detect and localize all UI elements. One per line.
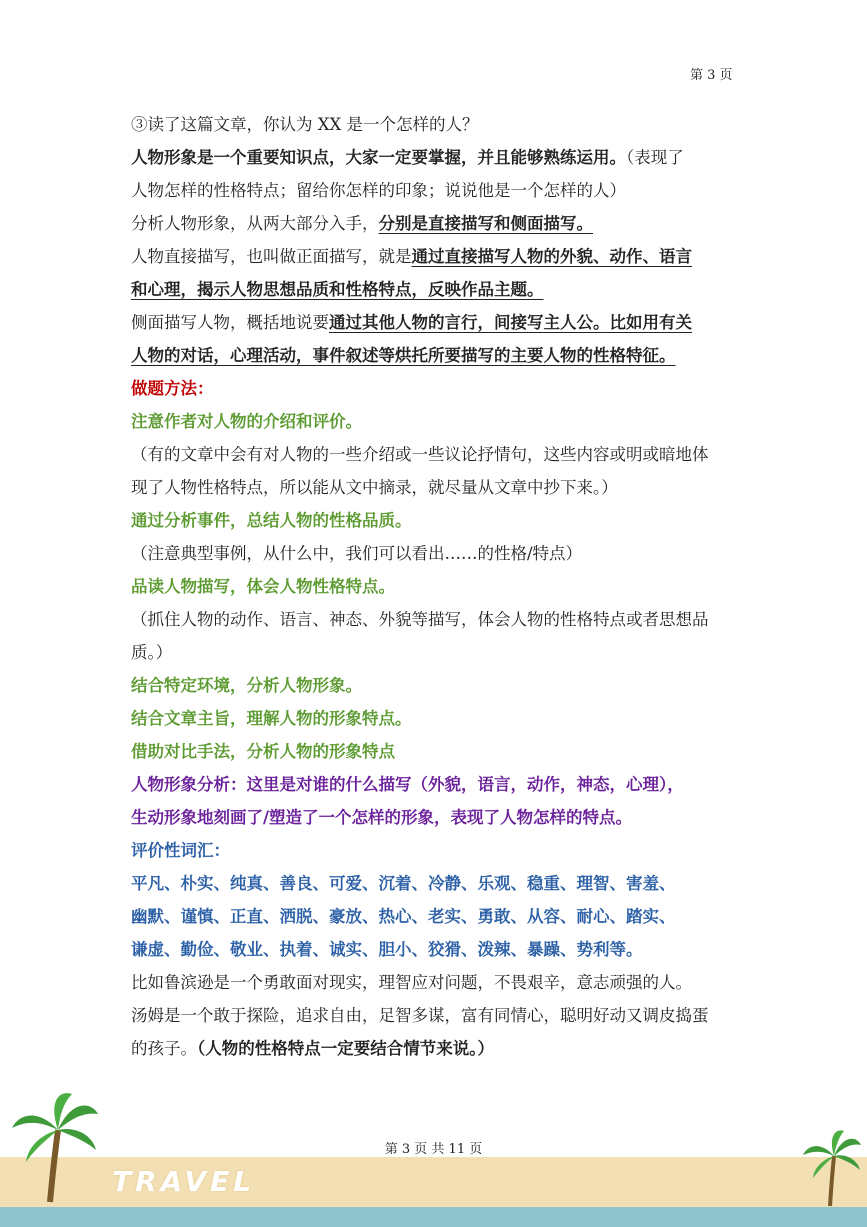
method-3: 品读人物描写，体会人物性格特点。 [131,577,395,596]
intro-line-2: 人物怎样的性格特点；留给你怎样的印象；说说他是一个怎样的人） [131,181,626,200]
method-5: 结合文章主旨，理解人物的形象特点。 [131,709,412,728]
method-2: 通过分析事件，总结人物的性格品质。 [131,511,412,530]
method-4: 结合特定环境，分析人物形象。 [131,676,362,695]
question-line: ③读了这篇文章，你认为 XX 是一个怎样的人？ [131,115,479,134]
example-line-3-text: 的孩子。 [131,1039,197,1058]
vocab-line-3: 谦虚、勤俭、敬业、执着、诚实、胆小、狡猾、泼辣、暴躁、势利等。 [131,940,643,959]
side-lead: 侧面描写人物，概括地说要 [131,313,329,332]
direct-line-2 [131,273,741,306]
formula-line-2: 生动形象地刻画了/塑造了一个怎样的形象，表现了人物怎样的特点。 [131,808,633,827]
direct-lead: 人物直接描写，也叫做正面描写，就是 [131,247,412,266]
example-line-2: 汤姆是一个敢于探险，追求自由，足智多谋，富有同情心，聪明好动又调皮捣蛋 [131,1006,709,1025]
method-1: 注意作者对人物的介绍和评价。 [131,412,362,431]
side-bold-b: 人物的对话，心理活动，事件叙述等烘托所要描写的主要人物的性格特征。 [131,346,676,365]
direct-bold-a: 通过直接描写人物的外貌、动作、语言 [411,247,692,266]
method-1-note-a: （有的文章中会有对人物的一些介绍或一些议论抒情句，这些内容或明或暗地体 [131,445,709,464]
palm-tree-icon [802,1128,862,1212]
method-1-note-b: 现了人物性格特点，所以能从文中摘录，就尽量从文章中抄下来。） [131,478,618,497]
header-page-number: 第 3 页 [690,68,733,83]
method-2-note: （注意典型事例，从什么中，我们可以看出……的性格/特点） [131,544,583,563]
vocab-line-1: 平凡、朴实、纯真、善良、可爱、沉着、冷静、乐观、稳重、理智、害羞、 [131,874,676,893]
vocab-line-2: 幽默、谨慎、正直、洒脱、豪放、热心、老实、勇敢、从容、耐心、踏实、 [131,907,676,926]
travel-banner-text: TRAVEL [112,1165,256,1198]
intro-line-1 [131,141,741,174]
method-3-note-a: （抓住人物的动作、语言、神态、外貌等描写，体会人物的性格特点或者思想品 [131,610,709,629]
direct-line-1 [131,240,741,273]
intro-normal-a: （表现了 [626,148,684,167]
method-title: 做题方法： [131,379,214,398]
direct-bold-b: 和心理，揭示人物思想品质和性格特点，反映作品主题。 [131,280,544,299]
intro-bold: 人物形象是一个重要知识点，大家一定要掌握，并且能够熟练运用。 [131,148,626,167]
example-line-1: 比如鲁滨逊是一个勇敢面对现实，理智应对问题，不畏艰辛，意志顽强的人。 [131,973,692,992]
vocab-title: 评价性词汇： [131,841,230,860]
analysis-lead-bold: 分别是直接描写和侧面描写。 [378,214,593,233]
side-line-2 [131,339,741,372]
palm-tree-icon [10,1090,100,1209]
formula-line-1: 人物形象分析：这里是对谁的什么描写（外貌，语言，动作，神态，心理）， [131,775,684,794]
document-body [131,108,741,1065]
example-line-3-bold: （人物的性格特点一定要结合情节来说。） [197,1039,494,1058]
analysis-lead: 分析人物形象，从两大部分入手， [131,214,379,233]
footer-page-count: 第 3 页 共 11 页 [384,1142,483,1157]
method-6: 借助对比手法，分析人物的形象特点 [131,742,395,761]
analysis-line [131,207,741,240]
side-bold-a: 通过其他人物的言行，间接写主人公。比如用有关 [329,313,692,332]
side-line-1 [131,306,741,339]
footer-sea-band [0,1207,867,1227]
example-line-3 [131,1032,741,1065]
method-3-note-b: 质。） [131,643,173,662]
